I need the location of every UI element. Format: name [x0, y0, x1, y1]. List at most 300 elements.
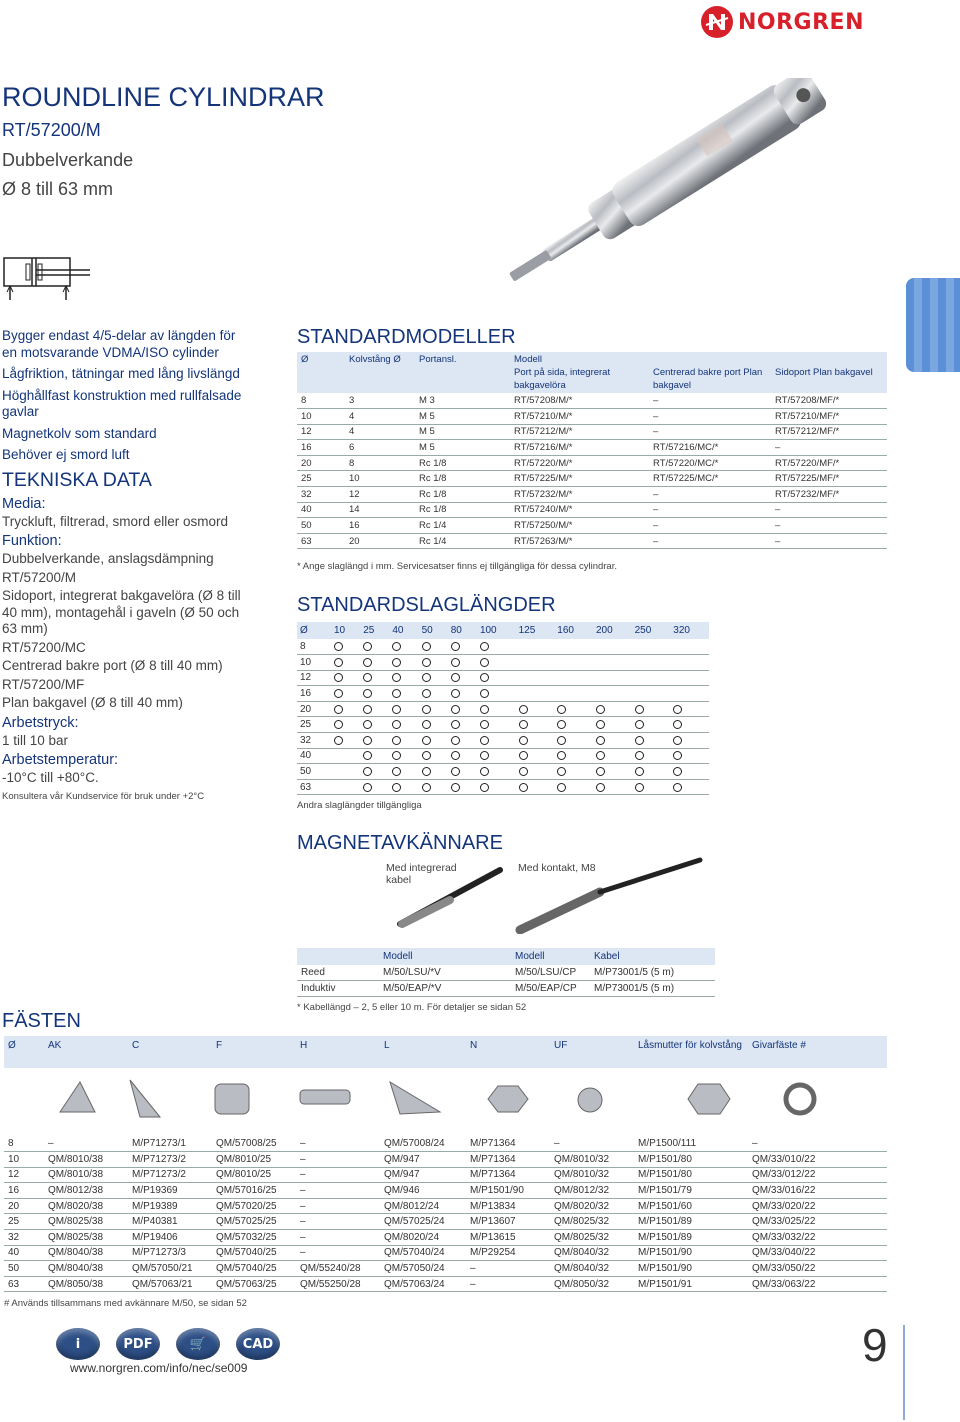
stroke-empty [593, 686, 632, 702]
cylinder-type: Dubbelverkande [2, 150, 134, 170]
stroke-available [360, 639, 389, 655]
table-cell: M/P71364 [466, 1167, 550, 1183]
feature-item: Höghållfast konstruktion med rullfalsade gavlar [2, 387, 242, 419]
table-cell: QM/8020/24 [380, 1230, 466, 1246]
table-cell: RT/57225/MC/* [649, 471, 771, 487]
stroke-available [516, 717, 555, 733]
circle-icon [635, 783, 644, 792]
stroke-available [554, 779, 593, 795]
mount-col-header: Ø [4, 1036, 44, 1068]
stroke-available [389, 701, 418, 717]
mounts-heading: FÄSTEN [2, 1010, 81, 1032]
table-cell: M/P19369 [128, 1183, 212, 1199]
table-cell: – [296, 1136, 380, 1152]
table-cell: 16 [297, 440, 345, 456]
table-cell: M 5 [415, 409, 510, 425]
stroke-available [389, 655, 418, 671]
mount-row [4, 1245, 887, 1261]
mount-col-header: H [296, 1036, 380, 1068]
table-cell: RT/57225/MF/* [771, 471, 887, 487]
stroke-row [297, 655, 709, 671]
stroke-available [448, 686, 477, 702]
table-cell: QM/57063/21 [128, 1276, 212, 1292]
table-cell: 4 [345, 409, 415, 425]
stroke-dia: 16 [297, 686, 331, 702]
standard-models-heading: STANDARDMODELLER [297, 326, 516, 348]
table-cell: 12 [345, 487, 415, 503]
table-cell: – [649, 424, 771, 440]
table-cell: QM/8012/38 [44, 1183, 128, 1199]
info-button[interactable]: i [56, 1328, 100, 1360]
col-sideport: Sidoport Plan bakgavel [771, 352, 887, 393]
table-cell: – [296, 1245, 380, 1261]
stroke-empty [670, 670, 709, 686]
table-cell: QM/8040/38 [44, 1261, 128, 1277]
stroke-available [477, 670, 516, 686]
table-cell: 25 [297, 471, 345, 487]
circle-icon [557, 767, 566, 776]
stroke-available [419, 748, 448, 764]
circle-icon [451, 705, 460, 714]
stroke-available [419, 670, 448, 686]
table-cell: M/P1500/111 [634, 1136, 748, 1152]
table-cell: Rc 1/8 [415, 455, 510, 471]
table-cell: 32 [4, 1230, 44, 1246]
footer-url[interactable]: www.norgren.com/info/nec/se009 [70, 1361, 248, 1375]
circle-icon [451, 720, 460, 729]
stroke-available [593, 764, 632, 780]
cylinder-photo [468, 78, 858, 294]
stroke-available [331, 701, 360, 717]
table-cell: 20 [345, 533, 415, 549]
table-cell: RT/57240/M/* [510, 502, 649, 518]
stroke-available [593, 733, 632, 749]
table-cell: RT/57210/MF/* [771, 409, 887, 425]
stroke-available [593, 779, 632, 795]
table-cell: M/P71364 [466, 1136, 550, 1152]
table-cell: QM/8025/32 [550, 1230, 634, 1246]
table-cell: QM/57032/25 [212, 1230, 296, 1246]
stroke-available [516, 748, 555, 764]
circle-icon [334, 720, 343, 729]
table-cell: M/P1501/80 [634, 1167, 748, 1183]
table-cell: QM/8010/38 [44, 1152, 128, 1168]
table-cell: – [296, 1230, 380, 1246]
circle-icon [392, 705, 401, 714]
stroke-dia: 8 [297, 639, 331, 655]
table-cell: – [649, 409, 771, 425]
stroke-col-header: 200 [593, 622, 632, 639]
mount-col-header: L [380, 1036, 466, 1068]
circle-icon [480, 658, 489, 667]
circle-icon [480, 751, 489, 760]
table-cell: M/50/LSU/*V [379, 965, 511, 981]
stroke-available [389, 670, 418, 686]
model-row [297, 393, 887, 409]
table-cell: – [649, 533, 771, 549]
divider [903, 1325, 905, 1420]
table-cell: QM/8040/32 [550, 1261, 634, 1277]
mc-desc: Centrerad bakre port (Ø 8 till 40 mm) [2, 658, 223, 673]
stroke-available [389, 764, 418, 780]
stroke-available [477, 655, 516, 671]
stroke-available [632, 748, 671, 764]
table-cell: 14 [345, 502, 415, 518]
stroke-available [448, 733, 477, 749]
model-row [297, 533, 887, 549]
table-cell: 50 [4, 1261, 44, 1277]
col-model1: Modell [379, 948, 511, 965]
strokes-table [297, 622, 709, 795]
footer-buttons [56, 1328, 280, 1360]
circle-icon [480, 736, 489, 745]
circle-icon [422, 673, 431, 682]
stroke-available [360, 779, 389, 795]
stroke-empty [516, 639, 555, 655]
table-cell: 4 [345, 424, 415, 440]
table-cell: M/P13607 [466, 1214, 550, 1230]
table-cell: QM/8025/32 [550, 1214, 634, 1230]
sensor-a-label: Med integrerad kabel [386, 862, 457, 886]
col-dia: Ø [297, 352, 345, 393]
mount-col-header: N [466, 1036, 550, 1068]
function-label: Funktion: [2, 533, 62, 549]
section-tab [906, 278, 960, 372]
stroke-available [477, 779, 516, 795]
stroke-col-header: 10 [331, 622, 360, 639]
table-cell: – [44, 1136, 128, 1152]
circle-icon [363, 673, 372, 682]
table-cell: – [296, 1214, 380, 1230]
stroke-available [632, 701, 671, 717]
model-row [297, 518, 887, 534]
table-cell: RT/57220/MF/* [771, 455, 887, 471]
table-cell: QM/33/050/22 [748, 1261, 887, 1277]
circle-icon [480, 720, 489, 729]
table-cell: QM/33/012/22 [748, 1167, 887, 1183]
table-cell: QM/8012/32 [550, 1183, 634, 1199]
circle-icon [596, 767, 605, 776]
table-cell: QM/8010/25 [212, 1167, 296, 1183]
cart-button[interactable]: 🛒 [176, 1328, 220, 1360]
stroke-row [297, 733, 709, 749]
table-cell: – [466, 1276, 550, 1292]
m-code: RT/57200/M [2, 569, 77, 585]
table-cell: – [296, 1198, 380, 1214]
table-cell: QM/57016/25 [212, 1183, 296, 1199]
table-cell: QM/33/016/22 [748, 1183, 887, 1199]
table-cell: Rc 1/8 [415, 487, 510, 503]
table-cell: 10 [345, 471, 415, 487]
mount-col-header: Låsmutter för kolvstång [634, 1036, 748, 1068]
table-cell: QM/8012/24 [380, 1198, 466, 1214]
stroke-available [419, 701, 448, 717]
norgren-mark-icon [700, 5, 734, 39]
table-cell: QM/57063/25 [212, 1276, 296, 1292]
circle-icon [334, 673, 343, 682]
circle-icon [363, 720, 372, 729]
circle-icon [635, 720, 644, 729]
table-cell: M/P13615 [466, 1230, 550, 1246]
stroke-available [670, 748, 709, 764]
table-cell: M/P13834 [466, 1198, 550, 1214]
stroke-dia: 40 [297, 748, 331, 764]
col-side: Modell Port på sida, integrerat bakgavelöra [510, 352, 649, 393]
table-cell: RT/57220/MC/* [649, 455, 771, 471]
stroke-dia: 12 [297, 670, 331, 686]
stroke-available [632, 733, 671, 749]
circle-icon [392, 736, 401, 745]
mount-row [4, 1261, 887, 1277]
stroke-available [554, 733, 593, 749]
table-cell: RT/57225/M/* [510, 471, 649, 487]
stroke-available [477, 764, 516, 780]
stroke-empty [593, 670, 632, 686]
sensors-note: * Kabellängd – 2, 5 eller 10 m. För detaljer se sidan 52 [297, 1002, 527, 1013]
table-cell: QM/8010/38 [44, 1167, 128, 1183]
norgren-logo [700, 4, 900, 40]
model-row [297, 440, 887, 456]
table-cell: M/P71364 [466, 1152, 550, 1168]
mount-row [4, 1167, 887, 1183]
table-cell: 50 [297, 518, 345, 534]
circle-icon [480, 767, 489, 776]
table-cell: QM/57020/25 [212, 1198, 296, 1214]
stroke-available [419, 639, 448, 655]
table-cell: 10 [297, 409, 345, 425]
mount-col-header: C [128, 1036, 212, 1068]
table-cell: M/50/EAP/CP [511, 981, 590, 997]
table-cell: QM/57008/24 [380, 1136, 466, 1152]
pdf-button[interactable]: PDF [116, 1328, 160, 1360]
stroke-row [297, 717, 709, 733]
stroke-available [419, 764, 448, 780]
stroke-dia: 50 [297, 764, 331, 780]
mount-row [4, 1214, 887, 1230]
stroke-available [554, 764, 593, 780]
sensor-photo [380, 852, 710, 934]
circle-icon [334, 658, 343, 667]
stroke-empty [593, 655, 632, 671]
table-cell: QM/57050/21 [128, 1261, 212, 1277]
mounting-accessories-photo [40, 1072, 840, 1122]
table-cell: QM/8040/32 [550, 1245, 634, 1261]
circle-icon [596, 783, 605, 792]
circle-icon [451, 736, 460, 745]
circle-icon [480, 673, 489, 682]
table-cell: – [466, 1261, 550, 1277]
circle-icon [673, 705, 682, 714]
circle-icon [557, 783, 566, 792]
stroke-available [593, 748, 632, 764]
table-cell: RT/57232/MF/* [771, 487, 887, 503]
table-cell: Rc 1/4 [415, 533, 510, 549]
circle-icon [557, 736, 566, 745]
circle-icon [519, 720, 528, 729]
circle-icon [519, 783, 528, 792]
stroke-available [670, 764, 709, 780]
stroke-available [516, 733, 555, 749]
stroke-available [670, 701, 709, 717]
circle-icon [392, 642, 401, 651]
stroke-available [593, 717, 632, 733]
table-cell: QM/8025/38 [44, 1214, 128, 1230]
model-row [297, 502, 887, 518]
table-cell: QM/33/040/22 [748, 1245, 887, 1261]
table-cell: M/P1501/90 [634, 1245, 748, 1261]
stroke-col-header: 250 [632, 622, 671, 639]
table-cell: QM/8040/38 [44, 1245, 128, 1261]
stroke-row [297, 764, 709, 780]
stroke-available [331, 670, 360, 686]
circle-icon [422, 642, 431, 651]
stroke-available [419, 717, 448, 733]
table-cell: 20 [297, 455, 345, 471]
feature-item: Bygger endast 4/5-delar av längden för en motsvarande VDMA/ISO cylinder [2, 328, 236, 360]
stroke-empty [331, 779, 360, 795]
table-cell: QM/33/010/22 [748, 1152, 887, 1168]
circle-icon [596, 720, 605, 729]
table-cell: QM/8020/32 [550, 1198, 634, 1214]
stroke-available [448, 655, 477, 671]
circle-icon [451, 658, 460, 667]
table-cell: M/P71273/2 [128, 1167, 212, 1183]
table-cell: QM/947 [380, 1152, 466, 1168]
table-cell: M 3 [415, 393, 510, 409]
mount-row [4, 1136, 887, 1152]
stroke-available [670, 717, 709, 733]
stroke-row [297, 748, 709, 764]
col-model2: Modell [511, 948, 590, 965]
table-cell: QM/57040/25 [212, 1245, 296, 1261]
table-cell: M/P1501/89 [634, 1214, 748, 1230]
table-cell: M/50/EAP/*V [379, 981, 511, 997]
table-cell: QM/57040/24 [380, 1245, 466, 1261]
circle-icon [596, 736, 605, 745]
stroke-available [448, 639, 477, 655]
table-cell: QM/33/032/22 [748, 1230, 887, 1246]
stroke-available [360, 748, 389, 764]
table-cell: M/P19406 [128, 1230, 212, 1246]
table-cell: M/P71273/2 [128, 1152, 212, 1168]
table-cell: QM/8010/32 [550, 1152, 634, 1168]
circle-icon [673, 720, 682, 729]
circle-icon [480, 783, 489, 792]
circle-icon [363, 658, 372, 667]
circle-icon [480, 689, 489, 698]
table-cell: M/P1501/90 [466, 1183, 550, 1199]
stroke-col-header: 160 [554, 622, 593, 639]
media-label: Media: [2, 495, 46, 512]
cad-button[interactable]: CAD [236, 1328, 280, 1360]
table-cell: RT/57250/M/* [510, 518, 649, 534]
table-cell: QM/8050/38 [44, 1276, 128, 1292]
table-cell: QM/947 [380, 1167, 466, 1183]
sensors-heading: MAGNETAVKÄNNARE [297, 832, 503, 854]
feature-item: Behöver ej smord luft [2, 447, 130, 462]
table-cell: QM/8050/32 [550, 1276, 634, 1292]
circle-icon [334, 689, 343, 698]
stroke-empty [516, 655, 555, 671]
stroke-empty [632, 670, 671, 686]
table-cell: QM/57008/25 [212, 1136, 296, 1152]
mount-col-header: UF [550, 1036, 634, 1068]
stroke-available [593, 701, 632, 717]
stroke-empty [593, 639, 632, 655]
circle-icon [422, 720, 431, 729]
table-cell: M/P1501/89 [634, 1230, 748, 1246]
stroke-available [670, 733, 709, 749]
circle-icon [596, 751, 605, 760]
stroke-available [331, 717, 360, 733]
circle-icon [392, 673, 401, 682]
circle-icon [363, 736, 372, 745]
sensor-b-label: Med kontakt, M8 [518, 862, 596, 874]
left-column [2, 328, 252, 803]
stroke-available [448, 764, 477, 780]
circle-icon [392, 658, 401, 667]
table-cell: RT/57220/M/* [510, 455, 649, 471]
table-cell: – [296, 1167, 380, 1183]
stroke-available [632, 779, 671, 795]
stroke-dia: 10 [297, 655, 331, 671]
page-number: 9 [862, 1319, 888, 1371]
stroke-empty [670, 686, 709, 702]
circle-icon [451, 642, 460, 651]
stroke-dia: 25 [297, 717, 331, 733]
table-cell: M/P1501/80 [634, 1152, 748, 1168]
mounts-note: # Används tillsammans med avkännare M/50, se sidan 52 [4, 1298, 247, 1309]
circle-icon [480, 705, 489, 714]
stroke-available [477, 748, 516, 764]
table-cell: 12 [4, 1167, 44, 1183]
temp-value: -10°C till +80°C. [2, 770, 99, 785]
table-cell: M/P1501/60 [634, 1198, 748, 1214]
stroke-empty [670, 639, 709, 655]
stroke-available [477, 639, 516, 655]
stroke-available [360, 655, 389, 671]
circle-icon [635, 736, 644, 745]
stroke-row [297, 779, 709, 795]
stroke-available [389, 639, 418, 655]
stroke-available [360, 701, 389, 717]
stroke-available [448, 701, 477, 717]
stroke-empty [516, 670, 555, 686]
table-cell: 8 [345, 455, 415, 471]
stroke-empty [670, 655, 709, 671]
m-desc: Sidoport, integrerat bakgavelöra (Ø 8 till 40 mm), montagehål i gaveln (Ø 50 och 63 mm) [2, 588, 241, 636]
mount-row [4, 1276, 887, 1292]
table-cell: 16 [345, 518, 415, 534]
table-cell: – [771, 533, 887, 549]
stroke-available [516, 701, 555, 717]
table-cell: – [296, 1152, 380, 1168]
circle-icon [635, 767, 644, 776]
table-cell: QM/57040/25 [212, 1261, 296, 1277]
brand-name: NORGREN [738, 9, 864, 35]
table-cell: M/P71273/3 [128, 1245, 212, 1261]
circle-icon [519, 705, 528, 714]
stroke-dia: 32 [297, 733, 331, 749]
stroke-available [331, 733, 360, 749]
stroke-row [297, 670, 709, 686]
circle-icon [422, 736, 431, 745]
col-port: Portansl. [415, 352, 510, 393]
stroke-available [360, 764, 389, 780]
table-cell: RT/57208/M/* [510, 393, 649, 409]
table-cell: M/P73001/5 (5 m) [590, 965, 715, 981]
circle-icon [392, 783, 401, 792]
